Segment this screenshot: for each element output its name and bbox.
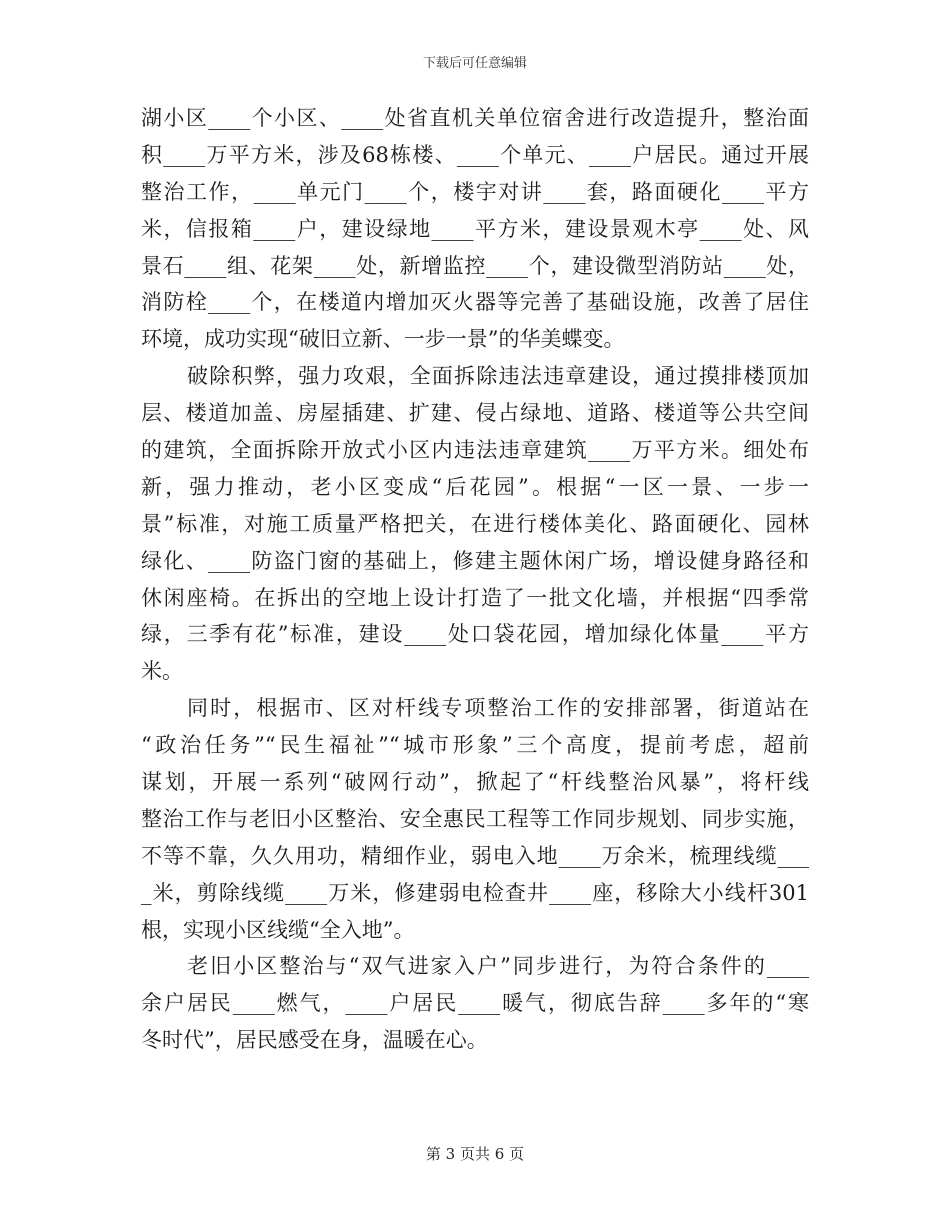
- paragraph-line: 不等不靠，久久用功，精细作业，弱电入地____万余米，梳理线缆___: [141, 843, 809, 868]
- paragraph-line: 根，实现小区线缆“全入地”。: [141, 917, 415, 942]
- paragraph-line: 层、楼道加盖、房屋插建、扩建、侵占绿地、道路、楼道等公共空间: [141, 401, 809, 426]
- paragraph-line: 绿化、____防盗门窗的基础上，修建主题休闲广场，增设健身路径和: [141, 548, 809, 573]
- paragraph-line: 谋划，开展一系列“破网行动”，掀起了“杆线整治风暴”，将杆线: [141, 770, 809, 795]
- paragraph-line: 休闲座椅。在拆出的空地上设计打造了一批文化墙，并根据“四季常: [141, 585, 809, 610]
- paragraph-line: 整治工作与老旧小区整治、安全惠民工程等工作同步规划、同步实施，: [141, 806, 809, 831]
- paragraph-line: 整治工作，____单元门____个，楼宇对讲____套，路面硬化____平方: [141, 179, 809, 204]
- paragraph-line: 新，强力推动，老小区变成“后花园”。根据“一区一景、一步一: [141, 474, 809, 499]
- paragraph-line: 湖小区____个小区、____处省直机关单位宿舍进行改造提升，整治面: [141, 106, 809, 130]
- paragraph-line: 环境，成功实现“破旧立新、一步一景”的华美蝶变。: [141, 327, 625, 352]
- paragraph-line: 消防栓____个，在楼道内增加灭火器等完善了基础设施，改善了居住: [141, 290, 809, 315]
- paragraph-line: 绿，三季有花”标准，建设____处口袋花园，增加绿化体量____平方: [141, 622, 809, 647]
- paragraph-line: 积____万平方米，涉及68栋楼、____个单元、____户居民。通过开展: [141, 142, 809, 167]
- page-header: 下载后可任意编辑: [422, 56, 527, 71]
- paragraph-line: 米。: [141, 659, 183, 684]
- paragraph-line: 老旧小区整治与“双气进家入户”同步进行，为符合条件的____: [187, 954, 809, 979]
- paragraph-line: “政治任务”“民生福祉”“城市形象”三个高度，提前考虑，超前: [141, 733, 809, 758]
- paragraph-line: 的建筑，全面拆除开放式小区内违法违章建筑____万平方米。细处布: [141, 438, 809, 463]
- paragraph-line: 米，信报箱____户，建设绿地____平方米，建设景观木亭____处、风: [141, 216, 809, 241]
- paragraph-line: 景石____组、花架____处，新增监控____个，建设微型消防站____处，: [141, 253, 809, 278]
- paragraph-line: 冬时代”，居民感受在身，温暖在心。: [141, 1028, 488, 1053]
- paragraph-line: 余户居民____燃气，____户居民____暖气，彻底告辞____多年的“寒: [141, 991, 809, 1016]
- document-body: [141, 100, 809, 1059]
- paragraph-line: 破除积弊，强力攻艰，全面拆除违法违章建设，通过摸排楼顶加: [187, 364, 809, 389]
- page-footer: 第 3 页共 6 页: [425, 1145, 525, 1163]
- paragraph-line: 同时，根据市、区对杆线专项整治工作的安排部署，街道站在: [187, 696, 809, 721]
- paragraph-line: _米，剪除线缆____万米，修建弱电检查井____座，移除大小线杆301: [141, 880, 809, 905]
- paragraph-line: 景”标准，对施工质量严格把关，在进行楼体美化、路面硬化、园林: [141, 511, 809, 536]
